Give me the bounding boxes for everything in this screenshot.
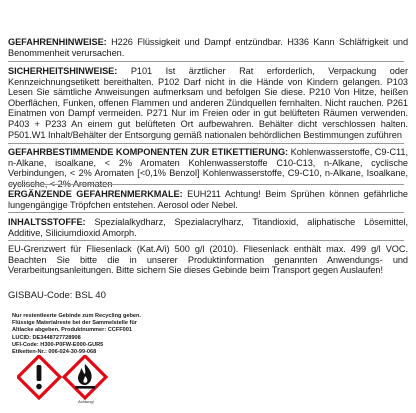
hazard-statements — [8, 37, 408, 58]
ingredients — [8, 217, 408, 238]
supplementary-hazards — [8, 189, 408, 210]
safety-statements — [8, 66, 408, 140]
safety-text: P101 Ist ärztlicher Rat erforderlich, Verpackung oder Kennzeichnungsetikett bereithalten. P102 Darf nicht in die Hände von Kindern gelangen. P103 Lesen Sie sämtliche Anweisungen aufmerksam und befolgen Sie diese. P210 Von Hitze, heißen Oberflächen, Funken, offenen Flammen und anderen Zündquellen fernhalten. Nicht rauchen. P261 Einatmen von Dampf vermeiden. P271 Nur im Freien oder in gut belüfteten Räumen verwenden. P403 + P233 An einem gut belüfteten Ort aufbewahren. Behälter dicht verschlossen halten. P501.W1 Inhalt/Behälter der Entsorgung gemäß nationalen behördlichen Bestimmungen zuführen — [8, 66, 408, 140]
divider — [8, 184, 404, 185]
exclamation-icon — [18, 356, 60, 398]
safety-label: SICHERHEITSHINWEISE: — [8, 66, 118, 76]
pictogram-caption: Achtung! — [78, 399, 94, 404]
hazard-text: H226 Flüssigkeit und Dampf entzündbar. H336 Kann Schläfrigkeit und Benommenheit verursachen. — [8, 37, 408, 58]
small-print-line: Etiketten-Nr.: 006-024-30-99-068 — [12, 349, 97, 356]
flame-icon — [64, 356, 106, 398]
ingredients-label: INHALTSSTOFFE: — [8, 217, 86, 227]
hazard-label: GEFAHRENHINWEISE: — [8, 37, 107, 47]
small-print-line: Nur restentleerte Gebinde zum Recycling geben. — [12, 313, 142, 319]
components-text: Kohlenwasserstoffe, C9-C11, n-Alkane, isoalkane, < 2% Aromaten Kohlenwasserstoffe C10-C13, n-Alkane, cyclische Verbindungen, < 2% Aromaten [<0,1% Benzol] Kohlenwasserstoffe, C9-C10, n-Alkane, Isoalkane, cyclische, < 2% Aromaten — [8, 147, 408, 189]
small-print-line: Flüssige Materialreste bei der Sammelstelle für — [12, 320, 137, 327]
gisbau-code: GISBAU-Code: BSL 40 — [8, 290, 106, 301]
eu-limit-text: EU-Grenzwert für Fliesenlack (Kat.A/i) 500 g/l (2010). Fliesenlack enthält max. 499 g/l VOC. Beachten Sie bitte die in unserer Produktinformation genannten Anwendungs- und Verarbeitungsanleitungen. Bitte sichern Sie dieses Gebinde beim Transport gegen Auslaufen! — [8, 244, 408, 276]
small-print — [12, 313, 212, 356]
small-print-line: LUCID: DE3448727728908 — [12, 334, 81, 341]
divider — [8, 143, 404, 144]
small-print-line: Altlacke abgeben. Produktnummer: CCFF001 — [12, 327, 132, 334]
ghs-pictograms — [17, 355, 137, 403]
divider — [8, 61, 404, 62]
ingredients-text: Spezialalkydharz, Spezialacrylharz, Titandioxid, aliphatische Lösemittel, Additive, Siliciumdioxid Amorph. — [8, 217, 408, 238]
supplementary-label: ERGÄNZENDE GEFAHRENMERKMALE: — [8, 189, 183, 199]
small-print-line: UFI-Code: H300-P0FW-E000-GUR5 — [12, 341, 104, 348]
divider — [8, 212, 404, 213]
supplementary-text: EUH211 Achtung! Beim Sprühen können gefährliche lungengängige Tröpfchen entstehen. Aerosol oder Nebel. — [8, 189, 408, 210]
components-label: GEFAHRBESTIMMENDE KOMPONENTEN ZUR ETIKETTIERUNG: — [8, 147, 289, 157]
divider — [8, 240, 404, 241]
